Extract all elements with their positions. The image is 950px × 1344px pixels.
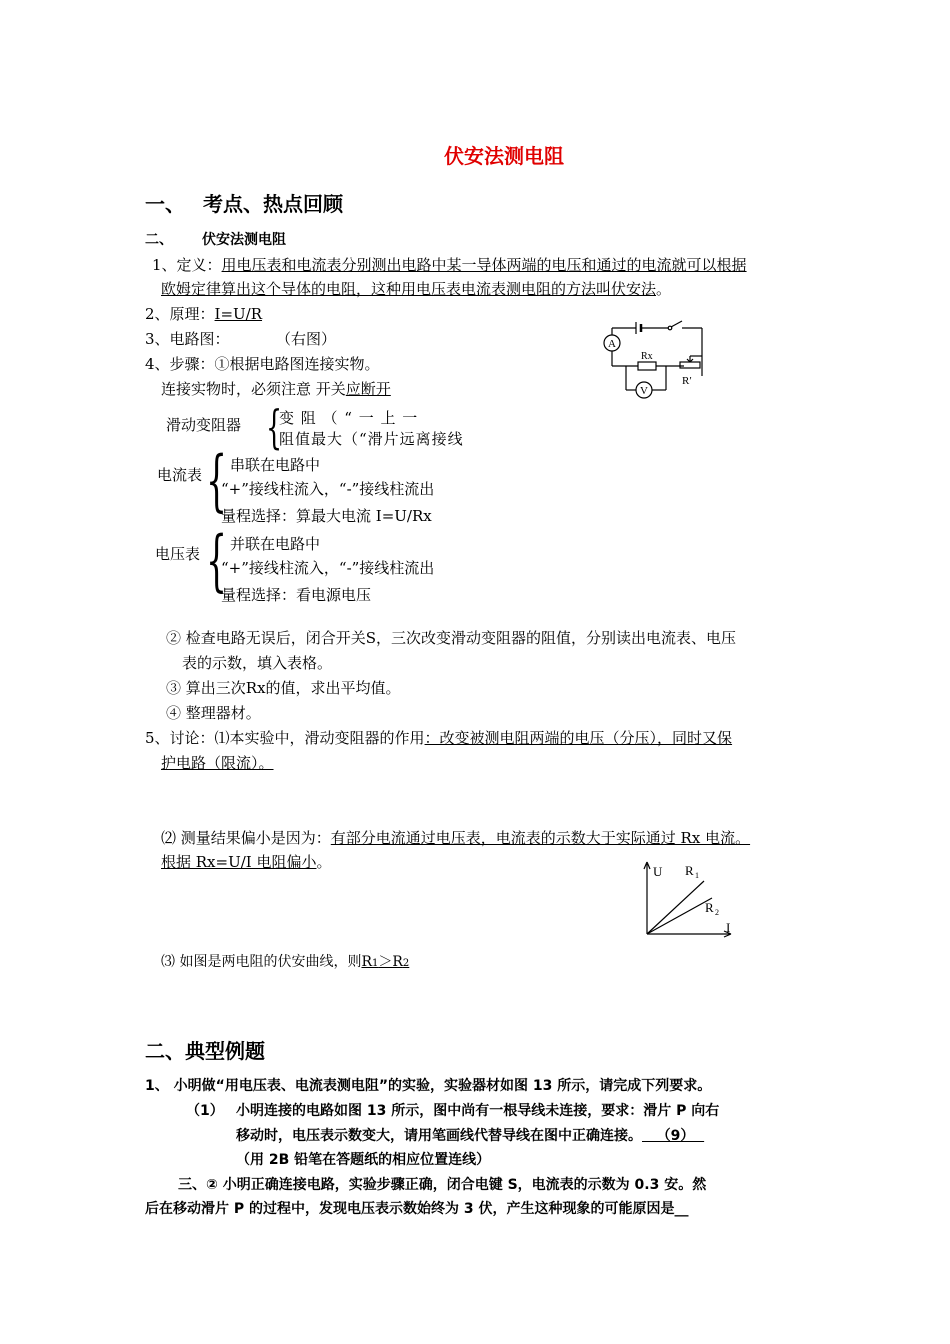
discussion-answer-1: ：改变被测电阻两端的电压（分压），同时又保 [424,729,733,747]
rheostat-item-1: 变 阻 （ “ 一 上 一 [279,409,419,427]
discussion-2-end: 。 [316,853,332,871]
discussion-2-line-2 [161,851,332,872]
voltmeter-item-1: 并联在电路中 [230,535,321,553]
discussion-line-1 [145,727,732,748]
ammeter-item-2: “+”接线柱流入，“-”接线柱流出 [221,480,435,498]
connect-prefix: 连接实物时，必须注意 开关 [161,380,346,398]
step-4: ④ 整理器材。 [166,704,261,722]
steps-heading: 4、步骤：①根据电路图连接实物。 [145,355,380,373]
circuit-label: 3、电路图： [145,330,230,348]
principle-line [145,303,262,324]
section-1-heading: 考点、热点回顾 [203,192,343,216]
step-2-line-2: 表的示数，填入表格。 [182,654,333,672]
principle-prefix: 2、原理： [145,305,215,323]
graph-r2-label: R [705,900,714,915]
iv-graph [630,858,750,940]
rheostat-label: 滑动变阻器 [166,416,242,434]
discussion-2-answer-1: 有部分电流通过电压表，电流表的示数大于实际通过 Rx 电流。 [330,829,751,847]
voltmeter-item-3: 量程选择：看电源电压 [221,586,372,604]
ammeter-symbol: A [608,338,616,350]
discussion-prefix: 5、讨论：⑴本实验中，滑动变阻器的作用 [145,729,425,747]
discussion-2-line-1 [161,827,750,848]
discussion-line-2 [161,752,274,773]
circuit-diagram [598,318,718,408]
subsection-number: 二、 [145,232,173,248]
answer-blank-9[interactable]: （9） [642,1128,705,1144]
discussion-2-prefix: ⑵ 测量结果偏小是因为： [161,829,331,847]
connect-switch-open: 应断开 [345,380,391,398]
definition-text-2: 欧姆定律算出这个导体的电阻，这种用电压表电流表测电阻的方法叫伏安法 [161,280,657,298]
discussion-3-prefix: ⑶ 如图是两电阻的伏安曲线，则 [161,954,362,970]
page-title: 伏安法测电阻 [444,144,564,168]
question-1b-line-2 [145,1198,689,1218]
discussion-2-answer-2: 根据 Rx=U/I 电阻偏小 [161,853,317,871]
voltmeter-brace: { [206,522,227,599]
rheostat-label: R′ [682,375,692,387]
voltmeter-symbol: V [640,385,648,397]
question-1b-line-1: 三、② 小明正确连接电路，实验步骤正确，闭合电键 S，电流表的示数为 0.3 安。然 [178,1177,707,1193]
graph-i-label: I [726,920,731,935]
answer-r1-sub: 1 [372,958,379,969]
answer-r2-sub: 2 [402,958,410,969]
section-1-number: 一、 [145,192,185,216]
step-2-line-1: ② 检查电路无误后，闭合开关S，三次改变滑动变阻器的阻值，分别读出电流表、电压 [166,629,737,647]
ammeter-item-1: 串联在电路中 [230,456,321,474]
voltmeter-label: 电压表 [155,545,201,563]
question-1a-line-2 [236,1125,704,1145]
graph-r2-sub: 2 [715,908,719,917]
discussion-3-answer [361,954,409,970]
rheostat-item-2: 阻值最大（“滑片远离接线 [279,430,464,448]
answer-gt-r2: ＞R [378,954,403,970]
voltmeter-item-2: “+”接线柱流入，“-”接线柱流出 [221,559,435,577]
definition-line-2 [161,278,671,299]
resistor-rx-label: Rx [641,351,653,362]
question-1a-line-1: 小明连接的电路如图 13 所示，图中尚有一根导线未连接，要求：滑片 P 向右 [236,1103,720,1119]
subsection-heading: 伏安法测电阻 [202,232,286,248]
definition-prefix: 1、定义： [152,256,222,274]
answer-blank[interactable]: __ [674,1201,689,1217]
section-2-heading: 二、典型例题 [145,1039,265,1063]
step-3: ③ 算出三次Rx的值，求出平均值。 [166,679,401,697]
ammeter-item-3: 量程选择：算最大电流 I=U/Rx [221,507,432,525]
definition-line-1 [152,254,747,275]
graph-r1-label: R [685,863,694,878]
circuit-note: （右图） [276,330,337,348]
question-1a-number: （1） [186,1103,224,1119]
question-1a-text: 移动时，电压表示数变大，请用笔画线代替导线在图中正确连接。 [236,1128,642,1144]
graph-u-label: U [653,864,663,879]
question-1a-note: （用 2B 铅笔在答题纸的相应位置连线） [236,1152,491,1168]
discussion-answer-2: 护电路（限流）。 [161,754,274,772]
connect-note [161,378,391,399]
definition-text-1: 用电压表和电流表分别测出电路中某一导体两端的电压和通过的电流就可以根据 [221,256,747,274]
discussion-3 [161,951,409,971]
ammeter-label: 电流表 [157,466,203,484]
ammeter-brace: { [206,442,227,519]
answer-r1: R [361,954,372,970]
question-1b-text: 后在移动滑片 P 的过程中，发现电压表示数始终为 3 伏，产生这种现象的可能原因是 [145,1201,675,1217]
principle-formula: I=U/R [214,305,263,323]
definition-end: 。 [656,280,672,298]
graph-r1-sub: 1 [695,871,699,880]
rheostat-brace: { [266,400,283,454]
question-1: 1、 小明做“用电压表、电流表测电阻”的实验，实验器材如图 13 所示，请完成下列要求。 [145,1078,712,1094]
